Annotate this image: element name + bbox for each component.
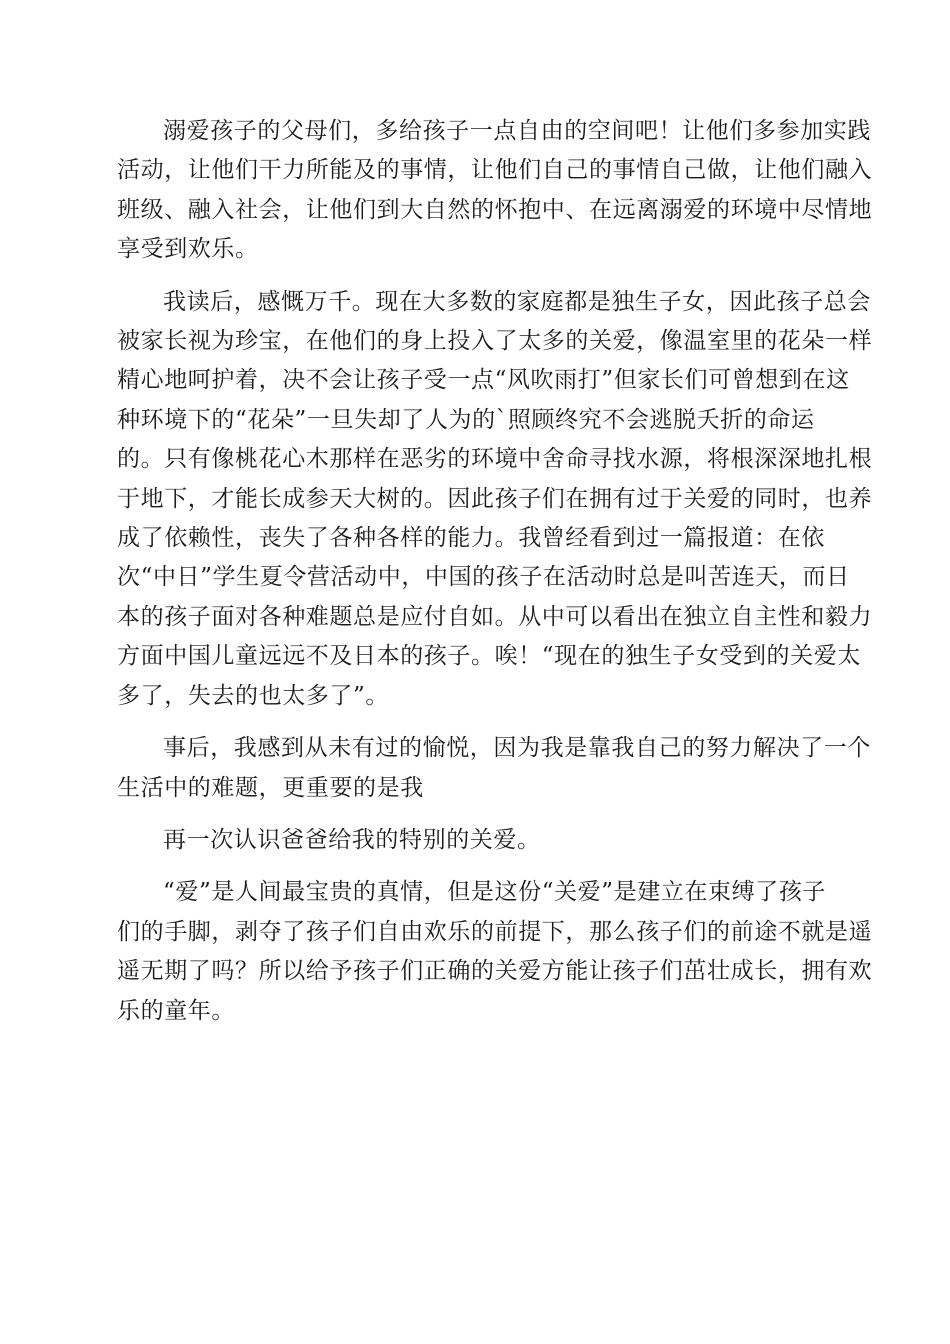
text-line: 我读后，感慨万千。现在大多数的家庭都是独生子女，因此孩子总会 [163,288,871,315]
text-line: 班级、融入社会，让他们到大自然的怀抱中、在远离溺爱的环境中尽情地 [117,196,873,223]
text-line: 溺爱孩子的父母们，多给孩子一点自由的空间吧！让他们多参加实践 [163,118,871,144]
text-line: 再一次认识爸爸给我的特别的关爱。 [163,826,541,853]
document-page [117,112,873,1031]
text-line: 被家长视为珍宝，在他们的身上投入了太多的关爱，像温室里的花朵一样 [117,328,873,355]
text-line: 多了，失去的也太多了”。 [117,682,389,709]
text-line: 成了依赖性，丧失了各种各样的能力。我曾经看到过一篇报道：在依 [117,525,825,552]
text-line: 生活中的难题，更重要的是我 [117,774,424,801]
paragraph-gap [117,860,833,873]
text-line: 事后，我感到从未有过的愉悦，因为我是靠我自己的努力解决了一个 [163,735,871,762]
text-line: 于地下，才能长成参天大树的。因此孩子们在拥有过于关爱的同时，也养 [117,485,873,512]
paragraph-4 [117,821,833,860]
text-line: 次“中日”学生夏令营活动中，中国的孩子在活动时总是叫苦连天，而日 [117,564,850,591]
paragraph-1 [117,112,873,270]
text-line: 种环境下的“花朵”一旦失却了人为的`照顾终究不会逃脱夭折的命运 [117,406,815,433]
paragraph-2 [117,283,873,716]
text-line: 享受到欢乐。 [117,236,259,263]
text-line: 遥无期了吗？所以给予孩子们正确的关爱方能让孩子们茁壮成长，拥有欢 [117,958,873,985]
paragraph-5 [117,873,873,1031]
text-line: 方面中国儿童远远不及日本的孩子。唉！“现在的独生子女受到的关爱太 [117,643,861,670]
text-line: 精心地呵护着，决不会让孩子受一点“风吹雨打”但家长们可曾想到在这 [117,367,850,394]
text-line: 们的手脚，剥夺了孩子们自由欢乐的前提下，那么孩子们的前途不就是遥 [117,918,873,945]
paragraph-gap [117,270,833,283]
paragraph-gap [117,716,833,729]
paragraph-gap [117,808,833,821]
paragraph-3 [117,729,871,808]
text-line: 的。只有像桃花心木那样在恶劣的环境中舍命寻找水源，将根深深地扎根 [117,446,873,473]
text-line: 乐的童年。 [117,997,235,1024]
text-line: 本的孩子面对各种难题总是应付自如。从中可以看出在独立自主性和毅力 [117,603,873,630]
text-line: “爱”是人间最宝贵的真情，但是这份“关爱”是建立在束缚了孩子 [163,879,827,906]
text-line: 活动，让他们干力所能及的事情，让他们自己的事情自己做，让他们融入 [117,157,873,184]
